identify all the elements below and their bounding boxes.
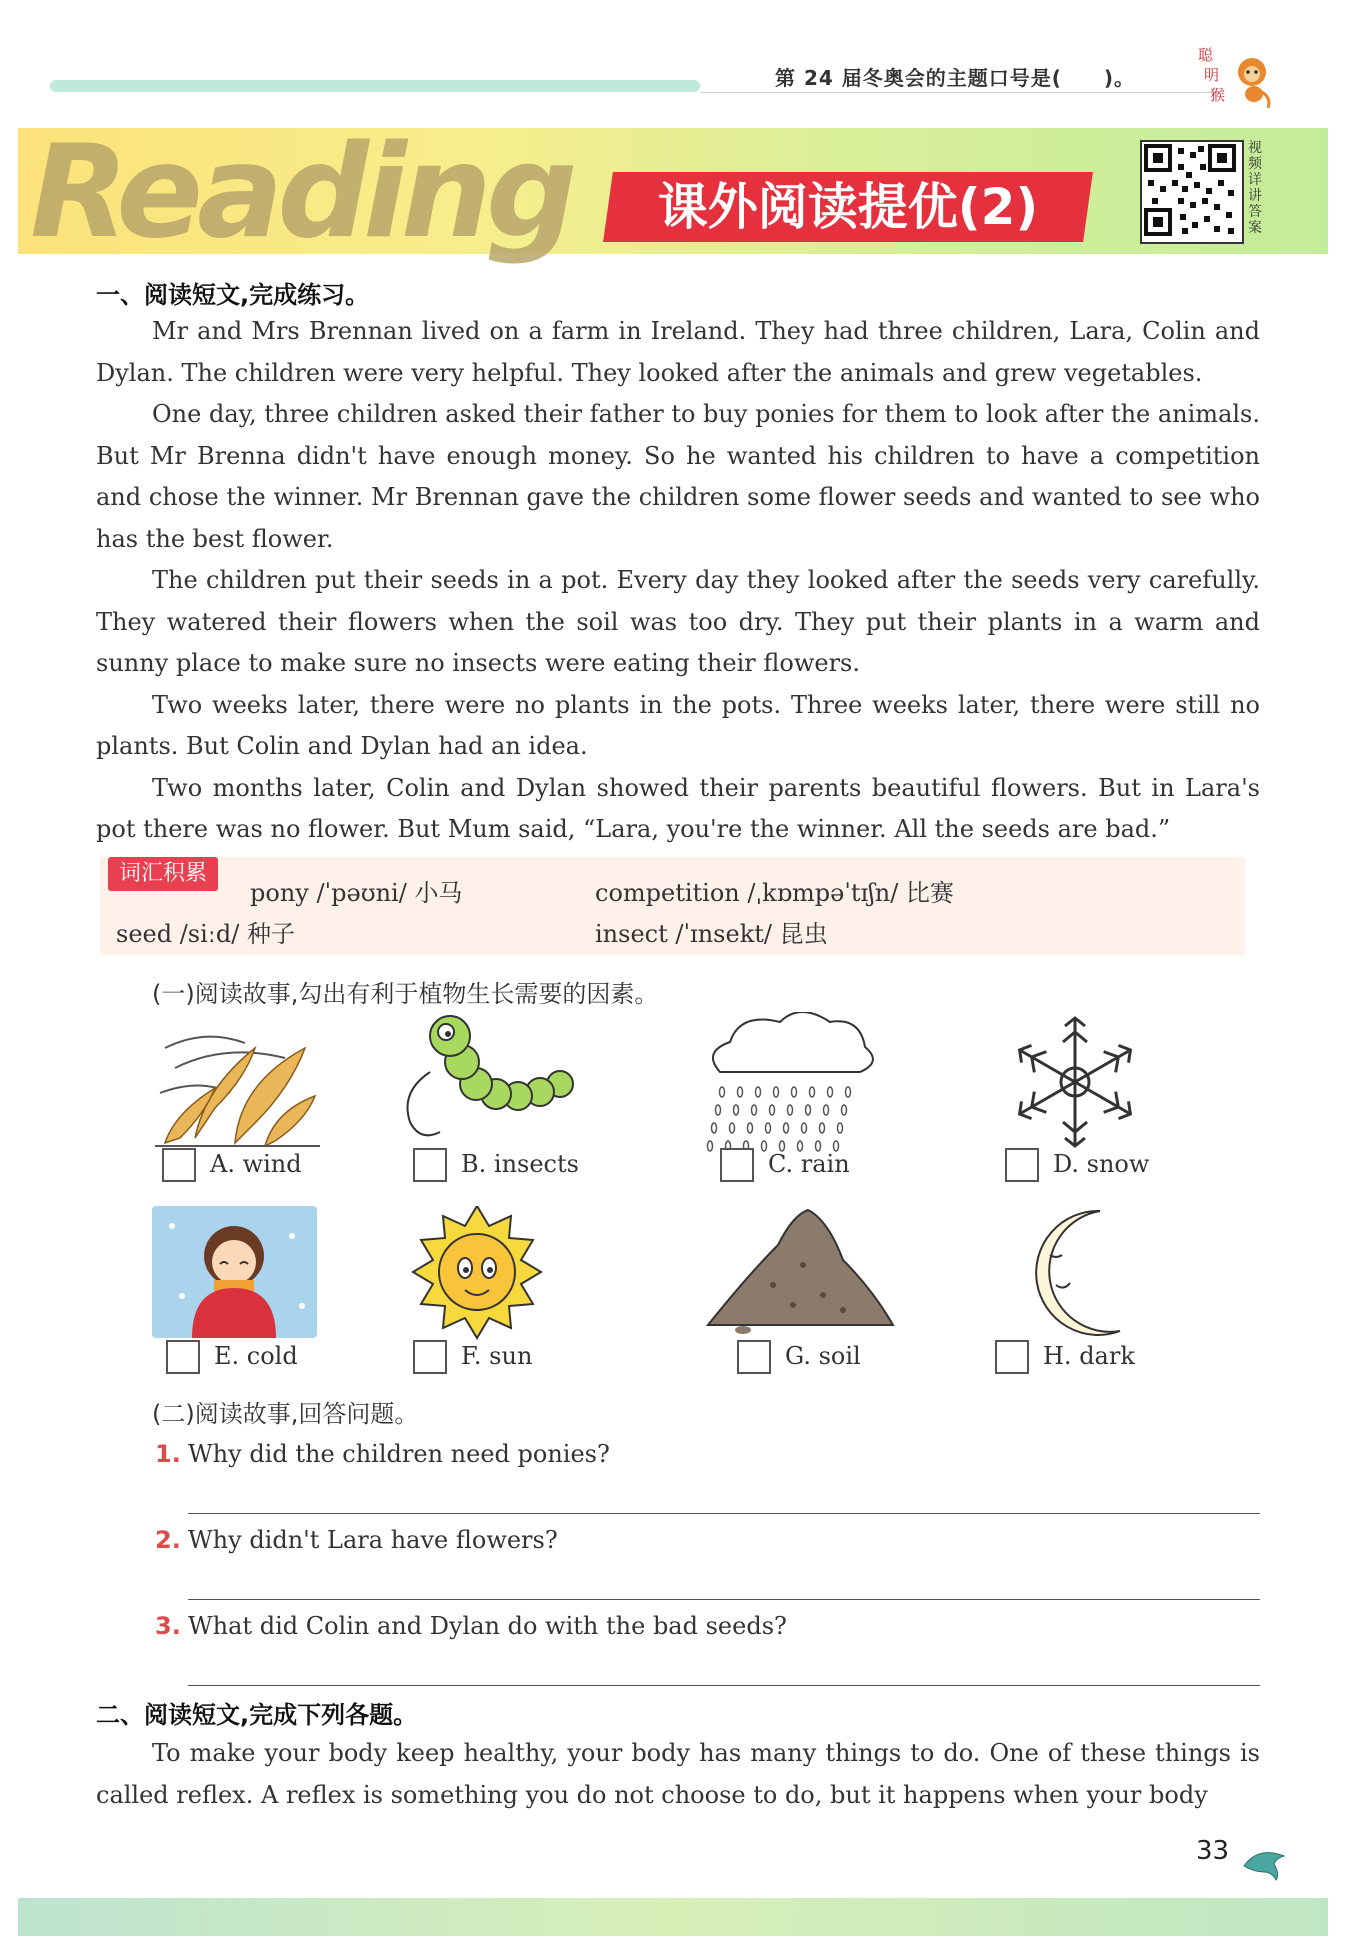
svg-text:明: 明 bbox=[1204, 66, 1220, 84]
question-number: 2. bbox=[155, 1526, 181, 1554]
section2-heading: 二、阅读短文,完成下列各题。 bbox=[96, 1701, 418, 1729]
page-title: 课外阅读提优(2) bbox=[657, 178, 1039, 236]
option-d-label: D. snow bbox=[1053, 1150, 1150, 1178]
sun-icon bbox=[405, 1206, 550, 1341]
question-number: 1. bbox=[155, 1440, 181, 1468]
section2-paragraph: To make your body keep healthy, your body has many things to do. One of these things is called reflex. A reflex is something you do not choose to do, but it happens when your body bbox=[96, 1739, 1260, 1809]
question-text: Why didn't Lara have flowers? bbox=[188, 1526, 558, 1554]
soil-icon bbox=[703, 1205, 898, 1335]
vocab-item: competition /ˌkɒmpəˈtɪʃn/ 比赛 bbox=[595, 879, 954, 907]
option-f-label: F. sun bbox=[461, 1342, 533, 1370]
page-title-box bbox=[603, 172, 1093, 242]
option-d-checkbox[interactable] bbox=[1005, 1148, 1039, 1182]
question-number: 3. bbox=[155, 1612, 181, 1640]
option-g-label: G. soil bbox=[785, 1342, 861, 1370]
qr-caption: 视频详讲答案 bbox=[1248, 140, 1262, 236]
option-b-checkbox[interactable] bbox=[413, 1148, 447, 1182]
moon-icon bbox=[1010, 1205, 1125, 1340]
insect-icon bbox=[400, 1012, 600, 1152]
answer-line-3[interactable] bbox=[188, 1685, 1260, 1686]
header-band bbox=[50, 80, 700, 92]
wind-icon bbox=[155, 1018, 320, 1148]
passage-1 bbox=[96, 311, 1260, 851]
svg-text:猴: 猴 bbox=[1210, 86, 1226, 104]
vocabulary-tag: 词汇积累 bbox=[108, 857, 218, 891]
vocab-item: insect /ˈɪnsekt/ 昆虫 bbox=[595, 920, 828, 948]
option-f-checkbox[interactable] bbox=[413, 1340, 447, 1374]
cold-icon bbox=[152, 1206, 317, 1338]
qr-code-icon[interactable] bbox=[1140, 140, 1244, 244]
option-c-label: C. rain bbox=[768, 1150, 850, 1178]
page-number: 33 bbox=[1196, 1836, 1230, 1866]
dolphin-icon bbox=[1240, 1842, 1290, 1882]
banner-reading-word: Reading bbox=[30, 118, 572, 267]
paragraph: Two months later, Colin and Dylan showed their parents beautiful flowers. But in Lara's pot there was no flower. But Mum said, “Lara, you're the winner. All the seeds are bad.” bbox=[96, 773, 1260, 843]
footer-band bbox=[18, 1898, 1328, 1936]
vocab-item: seed /siːd/ 种子 bbox=[116, 920, 295, 948]
option-a-checkbox[interactable] bbox=[162, 1148, 196, 1182]
snow-icon bbox=[1000, 1012, 1150, 1152]
svg-text:聪: 聪 bbox=[1198, 46, 1214, 64]
vocab-item: pony /ˈpəʊni/ 小马 bbox=[250, 879, 463, 907]
part2-instruction: (二)阅读故事,回答问题。 bbox=[152, 1400, 419, 1428]
part1-instruction: (一)阅读故事,勾出有利于植物生长需要的因素。 bbox=[152, 980, 659, 1008]
paragraph: The children put their seeds in a pot. Every day they looked after the seeds very carefully. They watered their flowers when the soil was too dry. They put their plants in a warm and sunny place to make sure no insects were eating their flowers. bbox=[96, 566, 1260, 677]
paragraph: One day, three children asked their father to buy ponies for them to look after the animals. But Mr Brenna didn't have enough money. So he wanted his children to have a competition and chose the winner. Mr Brennan gave the children some flower seeds and wanted to see who has the best flower. bbox=[96, 400, 1260, 553]
option-g-checkbox[interactable] bbox=[737, 1340, 771, 1374]
monkey-mascot-icon bbox=[1196, 42, 1276, 112]
rain-icon bbox=[700, 1012, 875, 1152]
option-h-checkbox[interactable] bbox=[995, 1340, 1029, 1374]
option-b-label: B. insects bbox=[461, 1150, 579, 1178]
question-text: Why did the children need ponies? bbox=[188, 1440, 610, 1468]
option-e-label: E. cold bbox=[214, 1342, 298, 1370]
header-line bbox=[700, 92, 1220, 93]
paragraph: Mr and Mrs Brennan lived on a farm in Ireland. They had three children, Lara, Colin and Dylan. The children were very helpful. They looked after the animals and grew vegetables. bbox=[96, 317, 1260, 387]
answer-line-2[interactable] bbox=[188, 1599, 1260, 1600]
answer-line-1[interactable] bbox=[188, 1513, 1260, 1514]
option-c-checkbox[interactable] bbox=[720, 1148, 754, 1182]
option-h-label: H. dark bbox=[1043, 1342, 1135, 1370]
question-text: What did Colin and Dylan do with the bad seeds? bbox=[188, 1612, 787, 1640]
paragraph: Two weeks later, there were no plants in the pots. Three weeks later, there were still no plants. But Colin and Dylan had an idea. bbox=[96, 690, 1260, 760]
header-question: 第 24 届冬奥会的主题口号是( )。 bbox=[775, 66, 1136, 90]
option-a-label: A. wind bbox=[210, 1150, 302, 1178]
option-e-checkbox[interactable] bbox=[166, 1340, 200, 1374]
section1-heading: 一、阅读短文,完成练习。 bbox=[96, 281, 370, 309]
